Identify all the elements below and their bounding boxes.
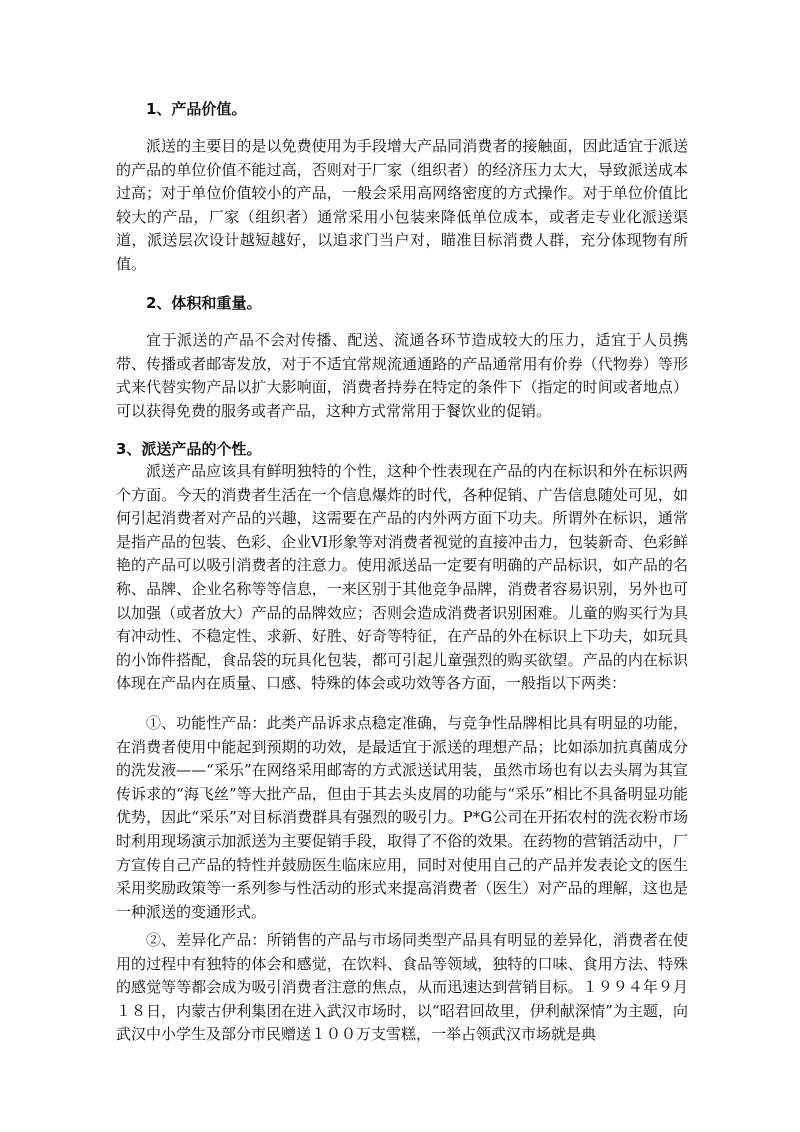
paragraph-product-personality: 派送产品应该具有鲜明独特的个性，这种个性表现在产品的内在标识和外在标识两个方面。今天的消费者生活在一个信息爆炸的时代，各种促销、广告信息随处可见，如何引起消费者对产品的兴趣，这需要在产品的内外两方面下功夫。所谓外在标识，通常是指产品的包装、色彩、企业VI形象等对消费者视觉的直接冲击力，包装新奇、色彩鲜艳的产品可以吸引消费者的注意力。使用派送品一定要有明确的产品标识，如产品的名称、品牌、企业名称等等信息，一来区别于其他竞争品牌，消费者容易识别，另外也可以加强（或者放大）产品的品牌效应；否则会造成消费者识别困难。儿童的购买行为具有冲动性、不稳定性、求新、好胜、好奇等特征，在产品的外在标识上下功夫，如玩具的小饰件搭配，食品袋的玩具化包装，都可引起儿童强烈的购买欲望。产品的内在标识体现在产品内在质量、口感、特殊的体会或功效等各方面，一般指以下两类： (116, 462, 688, 693)
paragraph-differentiated-products: ②、差异化产品：所销售的产品与市场同类型产品具有明显的差异化，消费者在使用的过程中有独特的体会和感觉，在饮料、食品等领域，独特的口味、食用方法、特殊的感觉等等都会成为吸引消费者注意的焦点，从而迅速达到营销目标。１９９４年９月１８日，内蒙古伊利集团在进入武汉市场时，以“昭君回故里，伊利献深情”为主题，向武汉中小学生及部分市民赠送１００万支雪糕，一举占领武汉市场就是典 (116, 931, 688, 1044)
section-title-volume-weight: 2、体积和重量。 (146, 294, 262, 312)
paragraph-product-value: 派送的主要目的是以免费使用为手段增大产品同消费者的接触面，因此适宜于派送的产品的单位价值不能过高，否则对于厂家（组织者）的经济压力太大，导致派送成本过高；对于单位价值较小的产品，一般会采用高网络密度的方式操作。对于单位价值比较大的产品，厂家（组织者）通常采用小包装来降低单位成本，或者走专业化派送渠道，派送层次设计越短越好，以追求门当户对，瞄准目标消费人群，充分体现物有所值。 (116, 137, 688, 273)
section-title-product-personality: 3、派送产品的个性。 (116, 440, 262, 458)
paragraph-functional-products: ①、功能性产品：此类产品诉求点稳定准确，与竞争性品牌相比具有明显的功能，在消费者使用中能起到预期的功效，是最适宜于派送的理想产品；比如添加抗真菌成分的洗发液——“采乐”在网络采用邮寄的方式派送试用装，虽然市场也有以去头屑为其宣传诉求的“海飞丝”等大批产品，但由于其去头皮屑的功能与“采乐”相比不具备明显功能优势，因此“采乐”对目标消费群具有强烈的吸引力。P*G公司在开拓农村的洗衣粉市场时利用现场演示加派送为主要促销手段，取得了不俗的效果。在药物的营销活动中，厂方宣传自己产品的特性并鼓励医生临床应用，同时对使用自己的产品并发表论文的医生采用奖励政策等一系列参与性活动的形式来提高消费者（医生）对产品的理解，这也是一种派送的变通形式。 (116, 714, 688, 921)
paragraph-volume-weight: 宜于派送的产品不会对传播、配送、流通各环节造成较大的压力，适宜于人员携带、传播或者邮寄发放，对于不适宜常规流通通路的产品通常用有价券（代物券）等形式来代替实物产品以扩大影响面，消费者持券在特定的条件下（指定的时间或者地点）可以获得免费的服务或者产品，这种方式常常用于餐饮业的促销。 (116, 331, 688, 420)
section-title-product-value: 1、产品价值。 (146, 100, 247, 118)
